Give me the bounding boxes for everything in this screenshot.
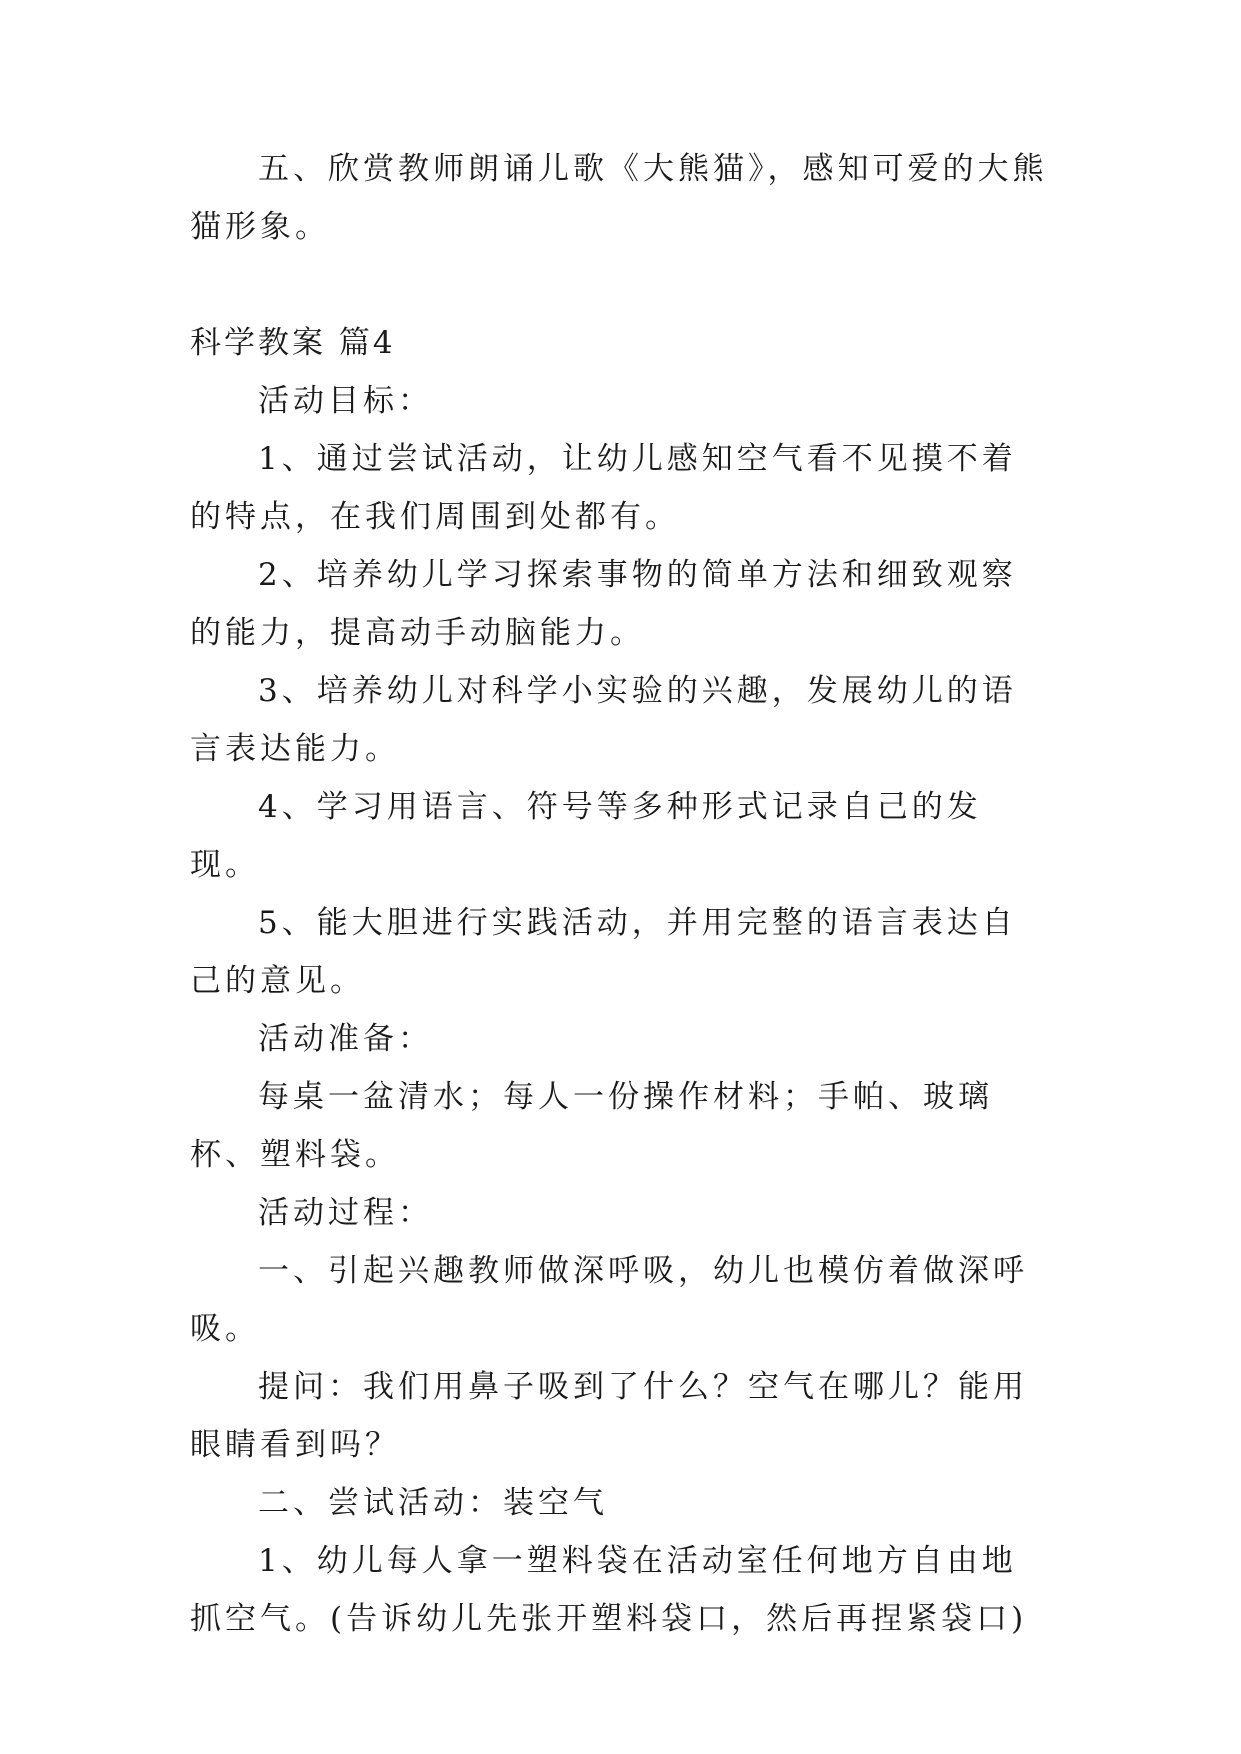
process-step: 提问：我们用鼻子吸到了什么？空气在哪儿？能用眼睛看到吗？ (190, 1369, 1028, 1463)
document-body (190, 140, 1050, 1648)
process-step: 1、幼儿每人拿一塑料袋在活动室任何地方自由地抓空气。(告诉幼儿先张开塑料袋口，然后再捏紧袋口) (190, 1543, 1028, 1637)
section-heading: 科学教案 篇4 (190, 325, 396, 361)
process-step: 一、引起兴趣教师做深呼吸，幼儿也模仿着做深呼吸。 (190, 1253, 1028, 1347)
goal-title: 活动目标： (258, 383, 433, 419)
goal-item: 5、能大胆进行实践活动，并用完整的语言表达自己的意见。 (190, 905, 1017, 999)
process-step: 二、尝试活动：装空气 (258, 1485, 608, 1521)
goal-item: 4、学习用语言、符号等多种形式记录自己的发现。 (190, 789, 982, 883)
spacer (190, 256, 1050, 314)
goal-item: 2、培养幼儿学习探索事物的简单方法和细致观察的能力，提高动手动脑能力。 (190, 557, 1017, 651)
paragraph-intro: 五、欣赏教师朗诵儿歌《大熊猫》，感知可爱的大熊猫形象。 (190, 151, 1048, 245)
process-title: 活动过程： (258, 1195, 433, 1231)
prep-text: 每桌一盆清水；每人一份操作材料；手帕、玻璃杯、塑料袋。 (190, 1079, 993, 1173)
goal-item: 1、通过尝试活动，让幼儿感知空气看不见摸不着的特点，在我们周围到处都有。 (190, 441, 1017, 535)
goal-item: 3、培养幼儿对科学小实验的兴趣，发展幼儿的语言表达能力。 (190, 673, 1017, 767)
prep-title: 活动准备： (258, 1021, 433, 1057)
